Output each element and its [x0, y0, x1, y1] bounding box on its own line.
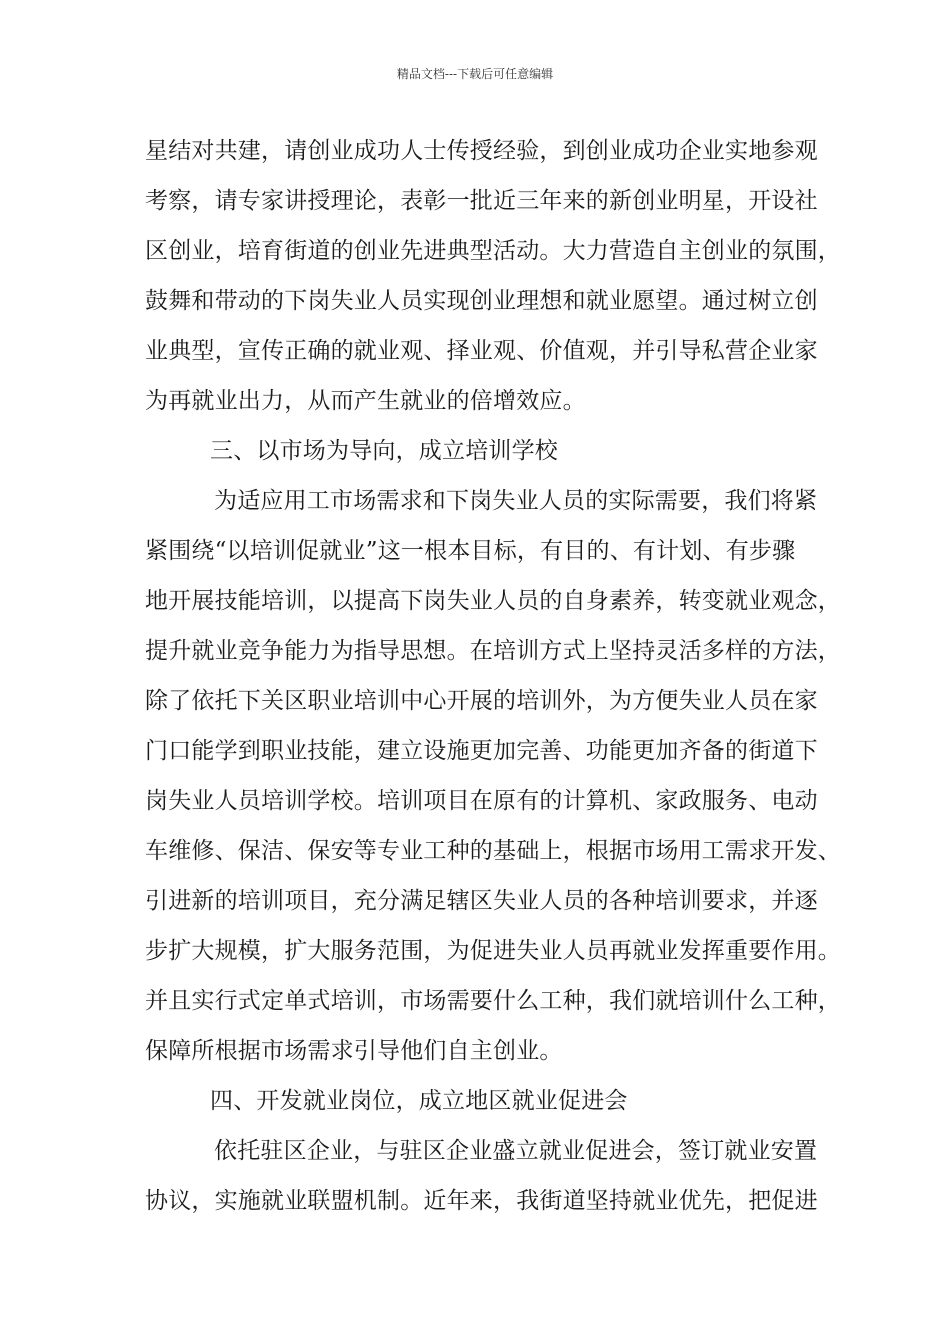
text-line: 车维修、保洁、保安等专业工种的基础上，根据市场用工需求开发、	[145, 838, 841, 864]
text-line: 业典型，宣传正确的就业观、择业观、价值观，并引导私营企业家	[145, 338, 818, 364]
text-line: 协议，实施就业联盟机制。近年来，我街道坚持就业优先，把促进	[145, 1188, 818, 1214]
text-line: 除了依托下关区职业培训中心开展的培训外，为方便失业人员在家	[145, 688, 818, 714]
text-line: 依托驻区企业，与驻区企业盛立就业促进会，签订就业安置	[214, 1138, 818, 1164]
section-heading: 三、以市场为导向，成立培训学校	[210, 438, 558, 464]
text-line: 为适应用工市场需求和下岗失业人员的实际需要，我们将紧	[214, 488, 818, 514]
text-line: 引进新的培训项目，充分满足辖区失业人员的各种培训要求，并逐	[145, 888, 818, 914]
text-line: 提升就业竞争能力为指导思想。在培训方式上坚持灵活多样的方法，	[145, 638, 841, 664]
page-header: 精品文档---下载后可任意编辑	[396, 67, 554, 81]
text-line: 鼓舞和带动的下岗失业人员实现创业理想和就业愿望。通过树立创	[145, 288, 818, 314]
text-line: 步扩大规模，扩大服务范围，为促进失业人员再就业发挥重要作用。	[145, 938, 841, 964]
text-line: 岗失业人员培训学校。培训项目在原有的计算机、家政服务、电动	[145, 788, 818, 814]
text-line: 紧围绕“以培训促就业”这一根本目标，有目的、有计划、有步骤	[145, 538, 796, 564]
text-line: 门口能学到职业技能，建立设施更加完善、功能更加齐备的街道下	[145, 738, 818, 764]
text-line: 并且实行式定单式培训，市场需要什么工种，我们就培训什么工种，	[145, 988, 841, 1014]
text-line: 区创业，培育街道的创业先进典型活动。大力营造自主创业的氛围，	[145, 238, 841, 264]
text-line: 地开展技能培训，以提高下岗失业人员的自身素养，转变就业观念，	[145, 588, 841, 614]
section-heading: 四、开发就业岗位，成立地区就业促进会	[210, 1088, 628, 1114]
text-line: 星结对共建，请创业成功人士传授经验，到创业成功企业实地参观	[145, 138, 818, 164]
text-line: 保障所根据市场需求引导他们自主创业。	[145, 1038, 563, 1064]
text-line: 考察，请专家讲授理论，表彰一批近三年来的新创业明星，开设社	[145, 188, 818, 214]
text-line: 为再就业出力，从而产生就业的倍增效应。	[145, 388, 586, 414]
